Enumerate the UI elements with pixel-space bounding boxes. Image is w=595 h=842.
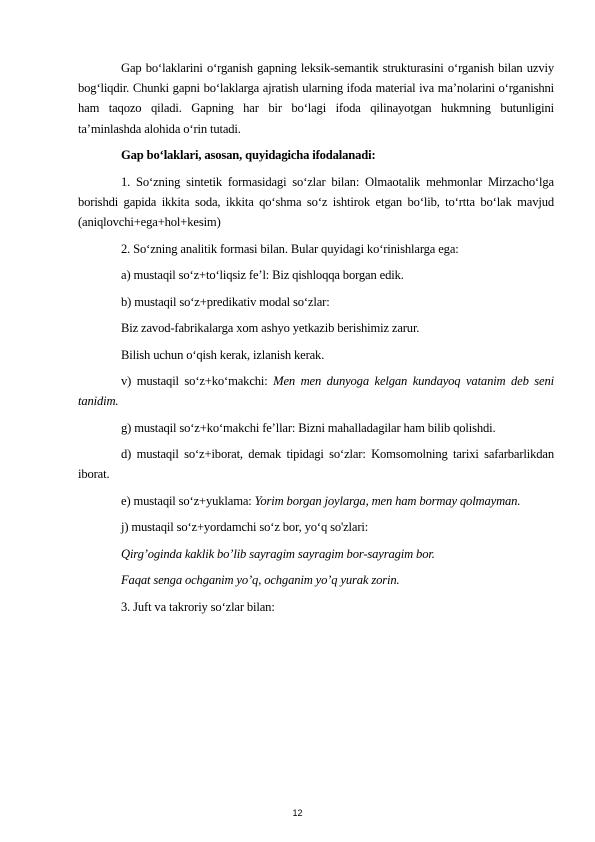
example-sentence: Bilish uchun o‘qish kerak, izlanish kerak. <box>121 347 325 362</box>
paragraph-item-b: b) mustaqil so‘z+predikativ modal so‘zlar: <box>121 294 330 309</box>
paragraph-item-e <box>78 491 554 511</box>
item-label: e) mustaqil so‘z+yuklama: <box>121 493 255 508</box>
page-body <box>78 58 554 623</box>
paragraph-item-1: 1. So‘zning sintetik formasidagi so‘zlar bilan: Olmaotalik mehmonlar Mirzacho‘lga borishdi gapida ikkita soda, ikkita qo‘shma so‘z ishtirok etgan bo‘lib, to‘rtta bo‘lak mavjud (aniqlovchi+ega+hol+kesim) <box>78 174 554 230</box>
italic-example: Yorim borgan joylarga, men ham bormay qolmayman. <box>254 493 521 508</box>
paragraph-item-v <box>78 371 554 411</box>
paragraph-item-g: g) mustaqil so‘z+ko‘makchi fe’llar: Bizni mahalladagilar ham bilib qolishdi. <box>121 420 496 435</box>
italic-example: Qirg’oginda kaklik bo’lib sayragim sayragim bor-sayragim bor. <box>121 546 435 561</box>
paragraph-intro: Gap bo‘laklarini o‘rganish gapning leksik-semantik strukturasini o‘rganish bilan uzviy bog‘liqdir. Chunki gapni bo‘laklarga ajratish ularning ifoda material iva ma’nolarini o‘rganishni ham taqozo qiladi. Gapning har bir bo‘lagi ifoda qilinayotgan hukmning butunligini ta’minlashda alohida o‘rin tutadi. <box>78 61 554 136</box>
paragraph-item-2: 2. So‘zning analitik formasi bilan. Bular quyidagi ko‘rinishlarga ega: <box>121 241 459 256</box>
paragraph-item-j: j) mustaqil so‘z+yordamchi so‘z bor, yo‘q so'zlari: <box>121 520 369 535</box>
italic-example: Men men dunyoga kelgan kundayoq vatanim deb seni tanidim. <box>78 374 554 409</box>
paragraph-item-d: d) mustaqil so‘z+iborat, demak tipidagi so‘zlar: Komsomolning tarixi safarbarlikdan iborat. <box>78 447 554 482</box>
item-label: v) mustaqil so‘z+ko‘makchi: <box>121 374 274 389</box>
paragraph-item-a: a) mustaqil so‘z+to‘liqsiz fe’l: Biz qishloqqa borgan edik. <box>121 268 404 283</box>
page-number: 12 <box>292 808 303 818</box>
paragraph-item-3: 3. Juft va takroriy so‘zlar bilan: <box>121 599 275 614</box>
example-sentence: Biz zavod-fabrikalarga xom ashyo yetkazib berishimiz zarur. <box>121 321 420 336</box>
italic-example: Faqat senga ochganim yo’q, ochganim yo’q yurak zorin. <box>121 573 400 588</box>
section-heading: Gap bo‘laklari, asosan, quyidagicha ifodalanadi: <box>121 148 376 163</box>
